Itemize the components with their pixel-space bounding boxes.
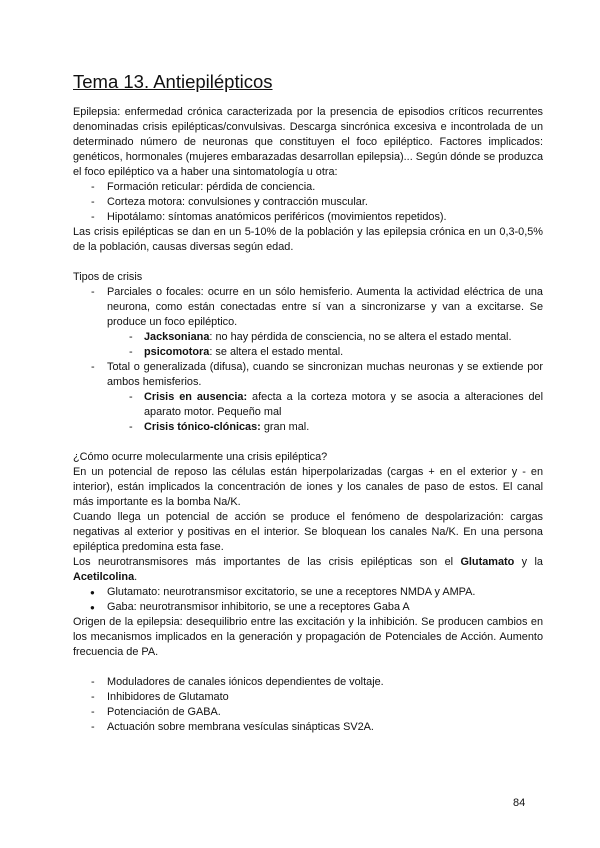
text-run: . (134, 571, 138, 583)
text-run: y la (514, 556, 543, 568)
term: Acetilcolina (73, 571, 135, 583)
term: Glutamato (460, 556, 515, 568)
term: Jacksoniana (144, 331, 210, 343)
term: Crisis tónico-clónicas: (144, 421, 261, 433)
page-number: 84 (513, 797, 526, 809)
list-item (73, 345, 543, 360)
mechanisms-list (73, 675, 543, 735)
list-item (73, 330, 543, 345)
crisis-types-heading: Tipos de crisis (73, 271, 143, 283)
list-item: - Moduladores de canales iónicos dependientes de voltaje. (73, 675, 543, 690)
list-item (73, 420, 543, 435)
crisis-types-list (73, 285, 543, 435)
partial-crisis-text: Parciales o focales: ocurre en un sólo hemisferio. Aumenta la actividad eléctrica de una neurona, como están conectadas entre sí van a sincronizarse y van a excitarse. Se produce un foco epiléptico. (107, 286, 543, 328)
list-item: - Formación reticular: pérdida de conciencia. (73, 180, 543, 195)
document-page (73, 70, 543, 735)
molecular-paragraph-1: En un potencial de reposo las células están hiperpolarizadas (cargas + en el exterior y - en interior), están implicados la concentración de iones y los canales de paso de estos. El canal más importante es la bomba Na/K. (73, 466, 543, 508)
list-item: ● Gaba: neurotransmisor inhibitorio, se une a receptores Gaba A (73, 600, 543, 615)
definition: afecta a la corteza motora y se asocia a alteraciones del aparato motor. Pequeño mal (144, 391, 543, 418)
term: psicomotora (144, 346, 210, 358)
molecular-question: ¿Cómo ocurre molecularmente una crisis epiléptica? (73, 451, 328, 463)
term: Crisis en ausencia: (144, 391, 248, 403)
text-run: Los neurotransmisores más importantes de las crisis epilépticas son el (73, 556, 461, 568)
list-item (73, 390, 543, 420)
list-item: ● Glutamato: neurotransmisor excitatorio, se une a receptores NMDA y AMPA. (73, 585, 543, 600)
list-item: - Potenciación de GABA. (73, 705, 543, 720)
neurotransmitter-list (73, 585, 543, 615)
list-item: - Corteza motora: convulsiones y contracción muscular. (73, 195, 543, 210)
list-item: - Inhibidores de Glutamato (73, 690, 543, 705)
neurotransmitters-paragraph (73, 555, 543, 585)
list-item: - Actuación sobre membrana vesículas sinápticas SV2A. (73, 720, 543, 735)
molecular-paragraph-2: Cuando llega un potencial de acción se produce el fenómeno de despolarización: cargas negativas al exterior y positivas en el interior. Se bloquean los canales Na/K. En una persona epiléptica predomina esta fase. (73, 511, 543, 553)
intro-paragraph: Epilepsia: enfermedad crónica caracterizada por la presencia de episodios críticos recurrentes denominadas crisis epilépticas/convulsivas. Descarga sincrónica excesiva e incontrolada de un determinado número de neuronas que constituyen el foco epiléptico. Factores implicados: genéticos, hormonales (mujeres embarazadas desarrollan epilepsia)... Según dónde se produzca el foco epiléptico va a haber una sintomatología u otra: (73, 106, 543, 178)
list-item (73, 360, 543, 435)
prevalence-paragraph: Las crisis epilépticas se dan en un 5-10% de la población y las epilepsia crónica en un 0,3-0,5% de la población, causas diversas según edad. (73, 226, 543, 253)
definition: gran mal. (260, 421, 310, 433)
partial-sublist (107, 330, 543, 360)
definition: : se altera el estado mental. (209, 346, 344, 358)
page-title: Tema 13. Antiepilépticos (73, 71, 273, 92)
total-crisis-text: Total o generalizada (difusa), cuando se sincronizan muchas neuronas y se extiende por ambos hemisferios. (107, 361, 543, 388)
total-sublist (107, 390, 543, 435)
origin-paragraph: Origen de la epilepsia: desequilibrio entre las excitación y la inhibición. Se producen cambios en los mecanismos implicados en la generación y propagación de Potenciales de Acción. Aumento frecuencia de PA. (73, 616, 543, 658)
definition: : no hay pérdida de consciencia, no se altera el estado mental. (209, 331, 512, 343)
list-item: - Hipotálamo: síntomas anatómicos periféricos (movimientos repetidos). (73, 210, 543, 225)
foci-list (73, 180, 543, 225)
list-item (73, 285, 543, 360)
